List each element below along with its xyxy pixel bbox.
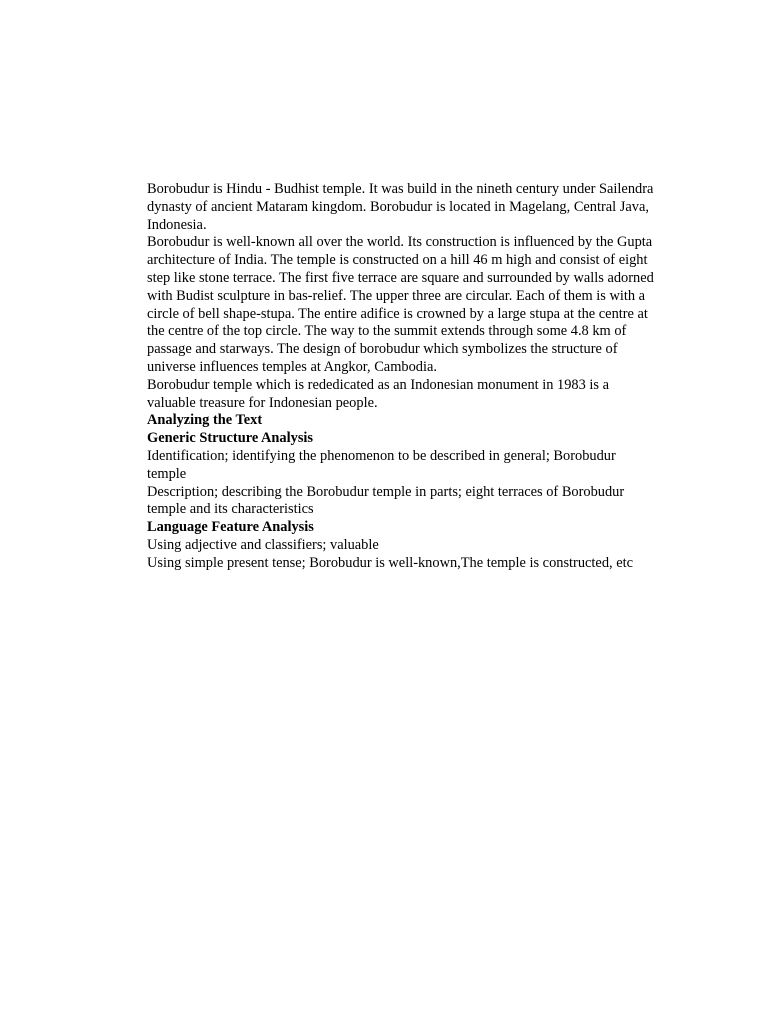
description-text: Description; describing the Borobudur temple in parts; eight terraces of Borobudur temple and its characteristics — [147, 483, 625, 518]
language-feature-heading: Language Feature Analysis — [147, 519, 314, 536]
generic-structure-heading: Generic Structure Analysis — [147, 430, 314, 447]
analysis-heading: Analyzing the Text — [147, 412, 263, 429]
intro-paragraph: Borobudur is Hindu - Budhist temple. It was build in the nineth century under Sailendra dynasty of ancient Mataram kingdom. Borobudur is located in Magelang, Central Java, Indonesia. — [147, 181, 654, 233]
identification-text: Identification; identifying the phenomenon to be described in general; Borobudur temple — [147, 447, 616, 482]
document-body — [147, 181, 657, 573]
closing-paragraph: Borobudur temple which is rededicated as an Indonesian monument in 1983 is a valuable treasure for Indonesian people. — [147, 376, 609, 411]
language-feature-item-1: Using adjective and classifiers; valuable — [147, 536, 379, 553]
language-feature-item-2: Using simple present tense; Borobudur is well-known,The temple is constructed, etc — [147, 554, 633, 571]
description-paragraph: Borobudur is well-known all over the world. Its construction is influenced by the Gupta architecture of India. The temple is constructed on a hill 46 m high and consist of eight step like stone terrace. The first five terrace are square and surrounded by walls adorned with Budist sculpture in bas-relief. The upper three are circular. Each of them is with a circle of bell shape-stupa. The entire adifice is crowned by a large stupa at the centre at the centre of the top circle. The way to the summit extends through some 4.8 km of passage and starways. The design of borobudur which symbolizes the structure of universe influences temples at Angkor, Cambodia. — [147, 234, 654, 375]
